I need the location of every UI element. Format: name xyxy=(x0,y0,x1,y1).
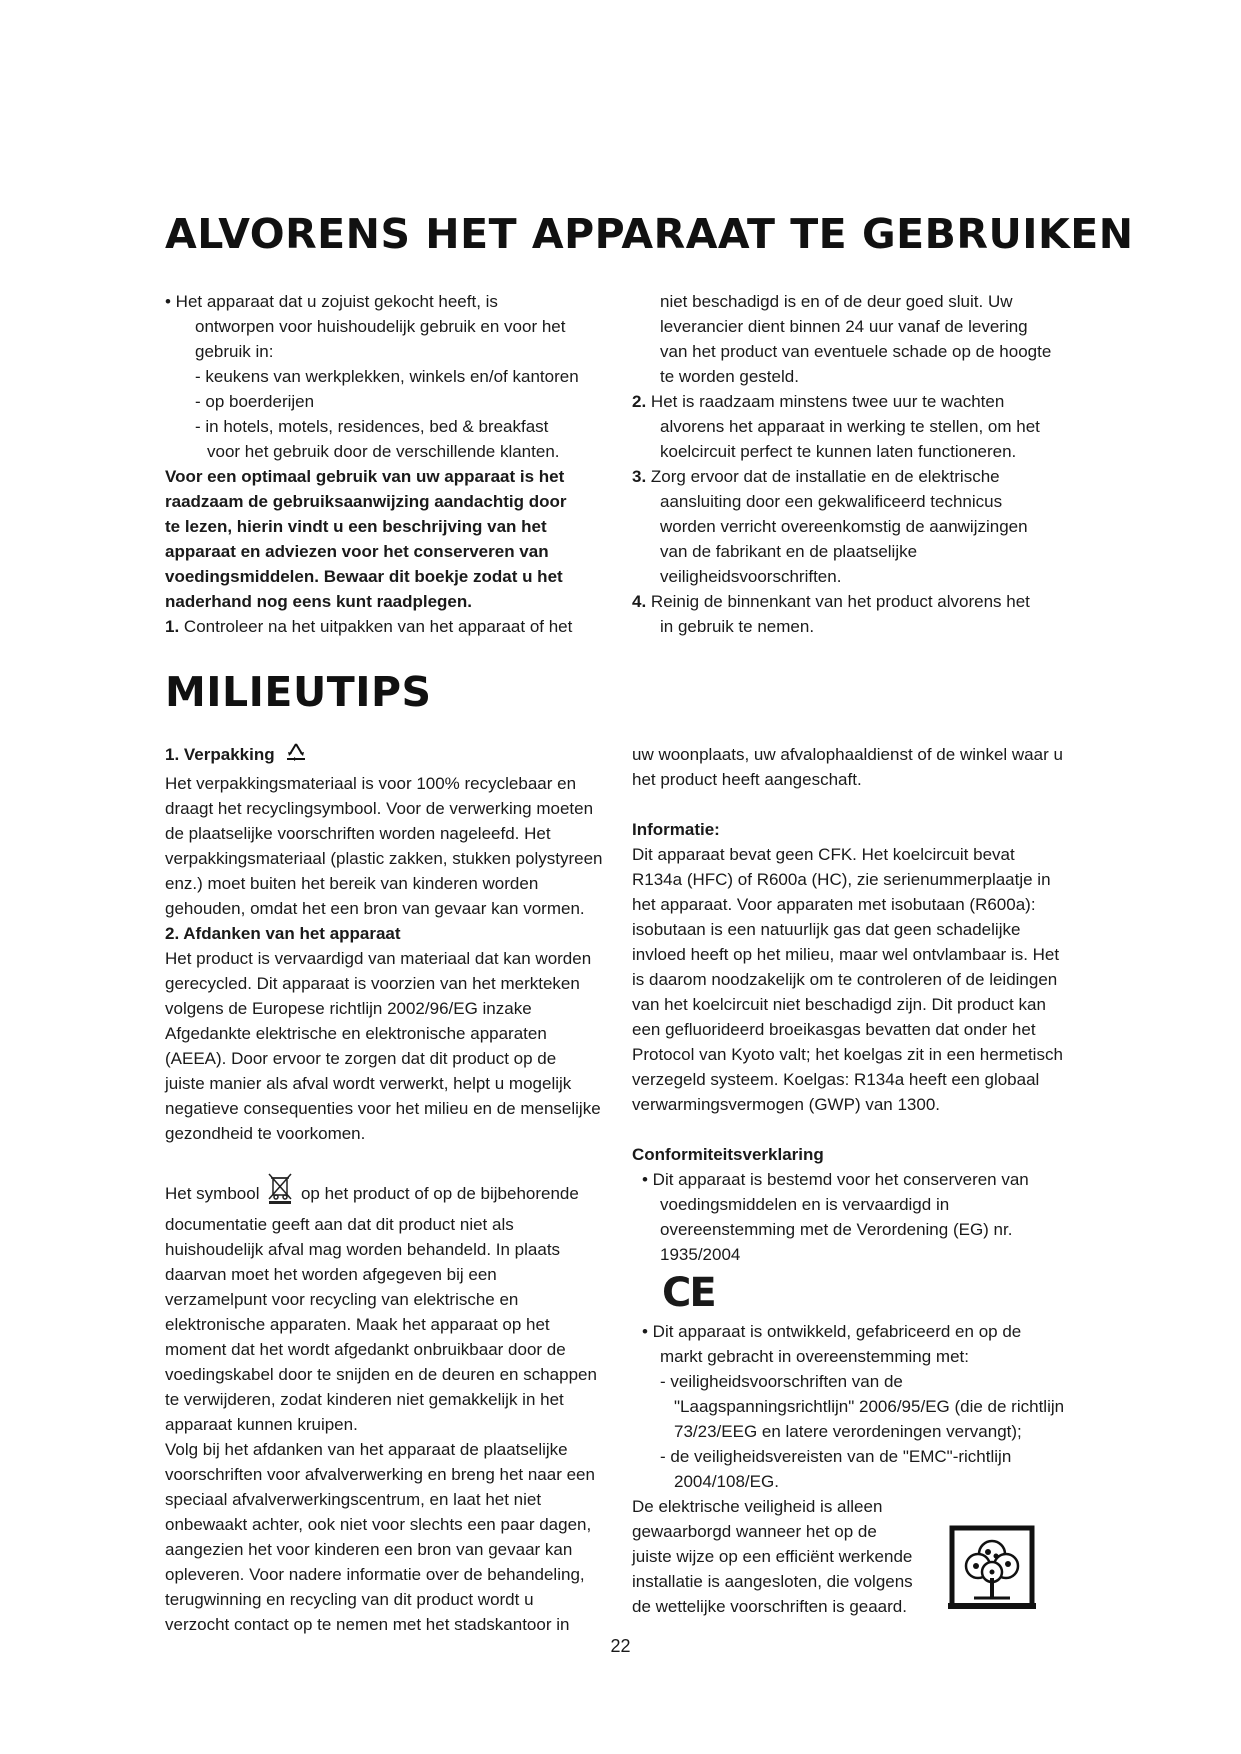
usage-dash-item: - op boerderijen xyxy=(195,392,315,411)
item-3-cont: worden verricht overeenkomstig de aanwijzingen xyxy=(660,517,1028,536)
item-1-cont: niet beschadigd is en of de deur goed sluit. Uw xyxy=(660,292,1013,311)
text-line: gerecycled. Dit apparaat is voorzien van het merkteken xyxy=(165,974,580,993)
text-line: apparaat kunnen kruipen. xyxy=(165,1415,358,1434)
text-line: juiste wijze op een efficiënt werkende xyxy=(632,1547,913,1566)
informatie-text xyxy=(632,842,1082,1117)
text-line: huishoudelijk afval mag worden behandeld. In plaats xyxy=(165,1240,561,1259)
conformity-dash-cont: "Laagspanningsrichtlijn" 2006/95/EG (die de richtlijn xyxy=(674,1397,1065,1416)
subheading-informatie: Informatie: xyxy=(632,820,720,839)
text-line: installatie is aangesloten, die volgens xyxy=(632,1572,913,1591)
text-line: verpakkingsmateriaal (plastic zakken, stukken polystyreen xyxy=(165,849,603,868)
section2-right-column xyxy=(632,742,1082,1619)
text-line: het apparaat. Voor apparaten met isobutaan (R600a): xyxy=(632,895,1036,914)
numbered-item-3 xyxy=(632,464,1082,489)
subheading-text: 1. Verpakking xyxy=(165,745,275,764)
section1-right-column xyxy=(632,289,1082,639)
conformity-bullet-1-cont xyxy=(632,1192,1082,1267)
text-line: verzegeld systeem. Koelgas: R134a heeft een globaal xyxy=(632,1070,1040,1089)
item-text: Het is raadzaam minstens twee uur te wachten xyxy=(650,392,1005,411)
text-line: is daarom noodzakelijk om te controleren of de leidingen xyxy=(632,970,1058,989)
item-number: 3. xyxy=(632,467,647,486)
text-line: overeenstemming met de Verordening (EG) nr. xyxy=(660,1220,1013,1239)
text-line: verwarmingsvermogen (GWP) van 1300. xyxy=(632,1095,941,1114)
conformity-dash-cont: 73/23/EEG en latere verordeningen vervangt); xyxy=(674,1422,1022,1441)
spacer xyxy=(632,1117,1082,1142)
page-number: 22 xyxy=(610,1636,631,1656)
bullet-line: ontworpen voor huishoudelijk gebruik en voor het xyxy=(195,317,566,336)
ce-mark: CE xyxy=(662,1270,715,1316)
text-line: Protocol van Kyoto valt; het koelgas zit in een hermetisch xyxy=(632,1045,1063,1064)
spacer xyxy=(632,792,1082,817)
afdanken-cont-text xyxy=(632,742,1082,792)
item-3-cont: veiligheidsvoorschriften. xyxy=(660,567,842,586)
item-text: Controleer na het uitpakken van het apparaat of het xyxy=(183,617,573,636)
section2-left-column xyxy=(165,742,620,1637)
text-line: Het verpakkingsmateriaal is voor 100% recyclebaar en xyxy=(165,774,577,793)
text-line: (AEEA). Door ervoor te zorgen dat dit product op de xyxy=(165,1049,557,1068)
usage-dash-item: - in hotels, motels, residences, bed & breakfast xyxy=(195,417,549,436)
bullet-line: gebruik in: xyxy=(195,342,274,361)
text-line: verzamelpunt voor recycling van elektrische en xyxy=(165,1290,519,1309)
item-text: Reinig de binnenkant van het product alvorens het xyxy=(650,592,1030,611)
recycle-icon xyxy=(283,742,309,771)
item-1-cont: leverancier dient binnen 24 uur vanaf de levering xyxy=(660,317,1028,336)
symbool-text xyxy=(165,1212,620,1637)
text-line: elektronische apparaten. Maak het apparaat op het xyxy=(165,1315,550,1334)
text-line: moment dat het wordt afgedankt onbruikbaar door de xyxy=(165,1340,566,1359)
item-1-cont: te worden gesteld. xyxy=(660,367,799,386)
usage-dash-item: - keukens van werkplekken, winkels en/of kantoren xyxy=(195,367,579,386)
text-line: isobutaan is een natuurlijk gas dat geen schadelijke xyxy=(632,920,1021,939)
item-1-cont: van het product van eventuele schade op de hoogte xyxy=(660,342,1052,361)
text-line: gehouden, omdat het een bron van gevaar kan vormen. xyxy=(165,899,585,918)
text-line: documentatie geeft aan dat dit product niet als xyxy=(165,1215,514,1234)
text-line: gezondheid te voorkomen. xyxy=(165,1124,366,1143)
symbool-line xyxy=(165,1171,620,1212)
numbered-item-1 xyxy=(165,614,620,639)
text-line: Dit apparaat bevat geen CFK. Het koelcircuit bevat xyxy=(632,845,1015,864)
text-line: volgens de Europese richtlijn 2002/96/EG inzake xyxy=(165,999,532,1018)
advice-bold-line: Voor een optimaal gebruik van uw apparaat is het xyxy=(165,467,565,486)
advice-bold-line: te lezen, hierin vindt u een beschrijving van het xyxy=(165,517,547,536)
text-line: speciaal afvalverwerkingscentrum, en laat het niet xyxy=(165,1490,542,1509)
text-line: daarvan moet het worden afgegeven bij een xyxy=(165,1265,497,1284)
bullet-intro: • Het apparaat dat u zojuist gekocht heeft, is xyxy=(165,292,498,311)
text-line: terugwinning en recycling van dit product wordt u xyxy=(165,1590,534,1609)
section-title-before-use: ALVORENS HET APPARAAT TE GEBRUIKEN xyxy=(165,210,1134,258)
advice-bold-line: voedingsmiddelen. Bewaar dit boekje zodat u het xyxy=(165,567,563,586)
verpakking-text xyxy=(165,771,620,921)
section-title-milieutips: MILIEUTIPS xyxy=(165,668,432,716)
text-line: voedingsmiddelen en is vervaardigd in xyxy=(660,1195,950,1214)
subheading-conformiteit: Conformiteitsverklaring xyxy=(632,1145,824,1164)
text-line: uw woonplaats, uw afvalophaaldienst of de winkel waar u xyxy=(632,745,1063,764)
text-line: onbewaakt achter, ook niet voor slechts een paar dagen, xyxy=(165,1515,592,1534)
conformity-bullet-2: • Dit apparaat is ontwikkeld, gefabriceerd en op de xyxy=(642,1322,1022,1341)
subheading-verpakking xyxy=(165,742,620,771)
text-line: te verwijderen, zodat kinderen niet gemakkelijk in het xyxy=(165,1390,564,1409)
text-line: van het koelcircuit niet beschadigd zijn. Dit product kan xyxy=(632,995,1046,1014)
conformity-dash-cont: 2004/108/EG. xyxy=(674,1472,779,1491)
item-number: 4. xyxy=(632,592,647,611)
advice-bold-line: apparaat en adviezen voor het conserveren van xyxy=(165,542,549,561)
text-line: verzocht contact op te nemen met het stadskantoor in xyxy=(165,1615,570,1634)
text-line: een gefluorideerd broeikasgas bevatten dat onder het xyxy=(632,1020,1036,1039)
subheading-afdanken: 2. Afdanken van het apparaat xyxy=(165,924,401,943)
crossed-out-wheelie-bin-icon xyxy=(266,1171,294,1212)
text-line: 1935/2004 xyxy=(660,1245,741,1264)
item-text: Zorg ervoor dat de installatie en de elektrische xyxy=(650,467,1000,486)
item-number: 1. xyxy=(165,617,180,636)
usage-dash-item-cont: voor het gebruik door de verschillende klanten. xyxy=(207,442,560,461)
spacer xyxy=(165,1146,620,1171)
advice-bold-line: naderhand nog eens kunt raadplegen. xyxy=(165,592,472,611)
numbered-item-2 xyxy=(632,389,1082,414)
symbool-text-post: op het product of op de bijbehorende xyxy=(300,1184,579,1203)
text-line: juiste manier als afval wordt verwerkt, helpt u mogelijk xyxy=(165,1074,572,1093)
text-line: Volg bij het afdanken van het apparaat de plaatselijke xyxy=(165,1440,568,1459)
symbool-text-pre: Het symbool xyxy=(165,1184,260,1203)
text-line: gewaarborgd wanneer het op de xyxy=(632,1522,877,1541)
text-line: Het product is vervaardigd van materiaal dat kan worden xyxy=(165,949,592,968)
item-3-cont: aansluiting door een gekwalificeerd technicus xyxy=(660,492,1003,511)
item-2-cont: alvorens het apparaat in werking te stellen, om het xyxy=(660,417,1040,436)
text-line: negatieve consequenties voor het milieu en de menselijke xyxy=(165,1099,601,1118)
advice-bold-line: raadzaam de gebruiksaanwijzing aandachtig door xyxy=(165,492,567,511)
text-line: voorschriften voor afvalverwerking en breng het naar een xyxy=(165,1465,595,1484)
item-2-cont: koelcircuit perfect te kunnen laten functioneren. xyxy=(660,442,1017,461)
text-line: aangezien het voor kinderen een bron van gevaar kan xyxy=(165,1540,573,1559)
section1-left-column xyxy=(165,289,620,639)
item-3-cont: van de fabrikant en de plaatselijke xyxy=(660,542,918,561)
text-line: de wettelijke voorschriften is geaard. xyxy=(632,1597,907,1616)
text-line: de plaatselijke voorschriften worden nageleefd. Het xyxy=(165,824,551,843)
text-line: voedingskabel door te snijden en de deuren en schappen xyxy=(165,1365,597,1384)
text-line: De elektrische veiligheid is alleen xyxy=(632,1497,883,1516)
conformity-bullet-2-cont: markt gebracht in overeenstemming met: xyxy=(660,1347,969,1366)
numbered-item-4 xyxy=(632,589,1082,614)
text-line: opleveren. Voor nadere informatie over de behandeling, xyxy=(165,1565,585,1584)
item-number: 2. xyxy=(632,392,647,411)
item-4-cont: in gebruik te nemen. xyxy=(660,617,815,636)
text-line: enz.) moet buiten het bereik van kinderen worden xyxy=(165,874,539,893)
conformity-bullet-1: • Dit apparaat is bestemd voor het conserveren van xyxy=(642,1170,1029,1189)
afdanken-text xyxy=(165,946,620,1146)
text-line: invloed heeft op het milieu, maar wel ontvlambaar is. Het xyxy=(632,945,1060,964)
conformity-dash-item: - veiligheidsvoorschriften van de xyxy=(660,1372,903,1391)
text-line: Afgedankte elektrische en elektronische apparaten xyxy=(165,1024,547,1043)
tree-environment-icon xyxy=(944,1522,1040,1614)
text-line: draagt het recyclingsymbool. Voor de verwerking moeten xyxy=(165,799,594,818)
text-line: het product heeft aangeschaft. xyxy=(632,770,862,789)
text-line: R134a (HFC) of R600a (HC), zie serienummerplaatje in xyxy=(632,870,1051,889)
conformity-dash-item: - de veiligheidsvereisten van de "EMC"-richtlijn xyxy=(660,1447,1012,1466)
